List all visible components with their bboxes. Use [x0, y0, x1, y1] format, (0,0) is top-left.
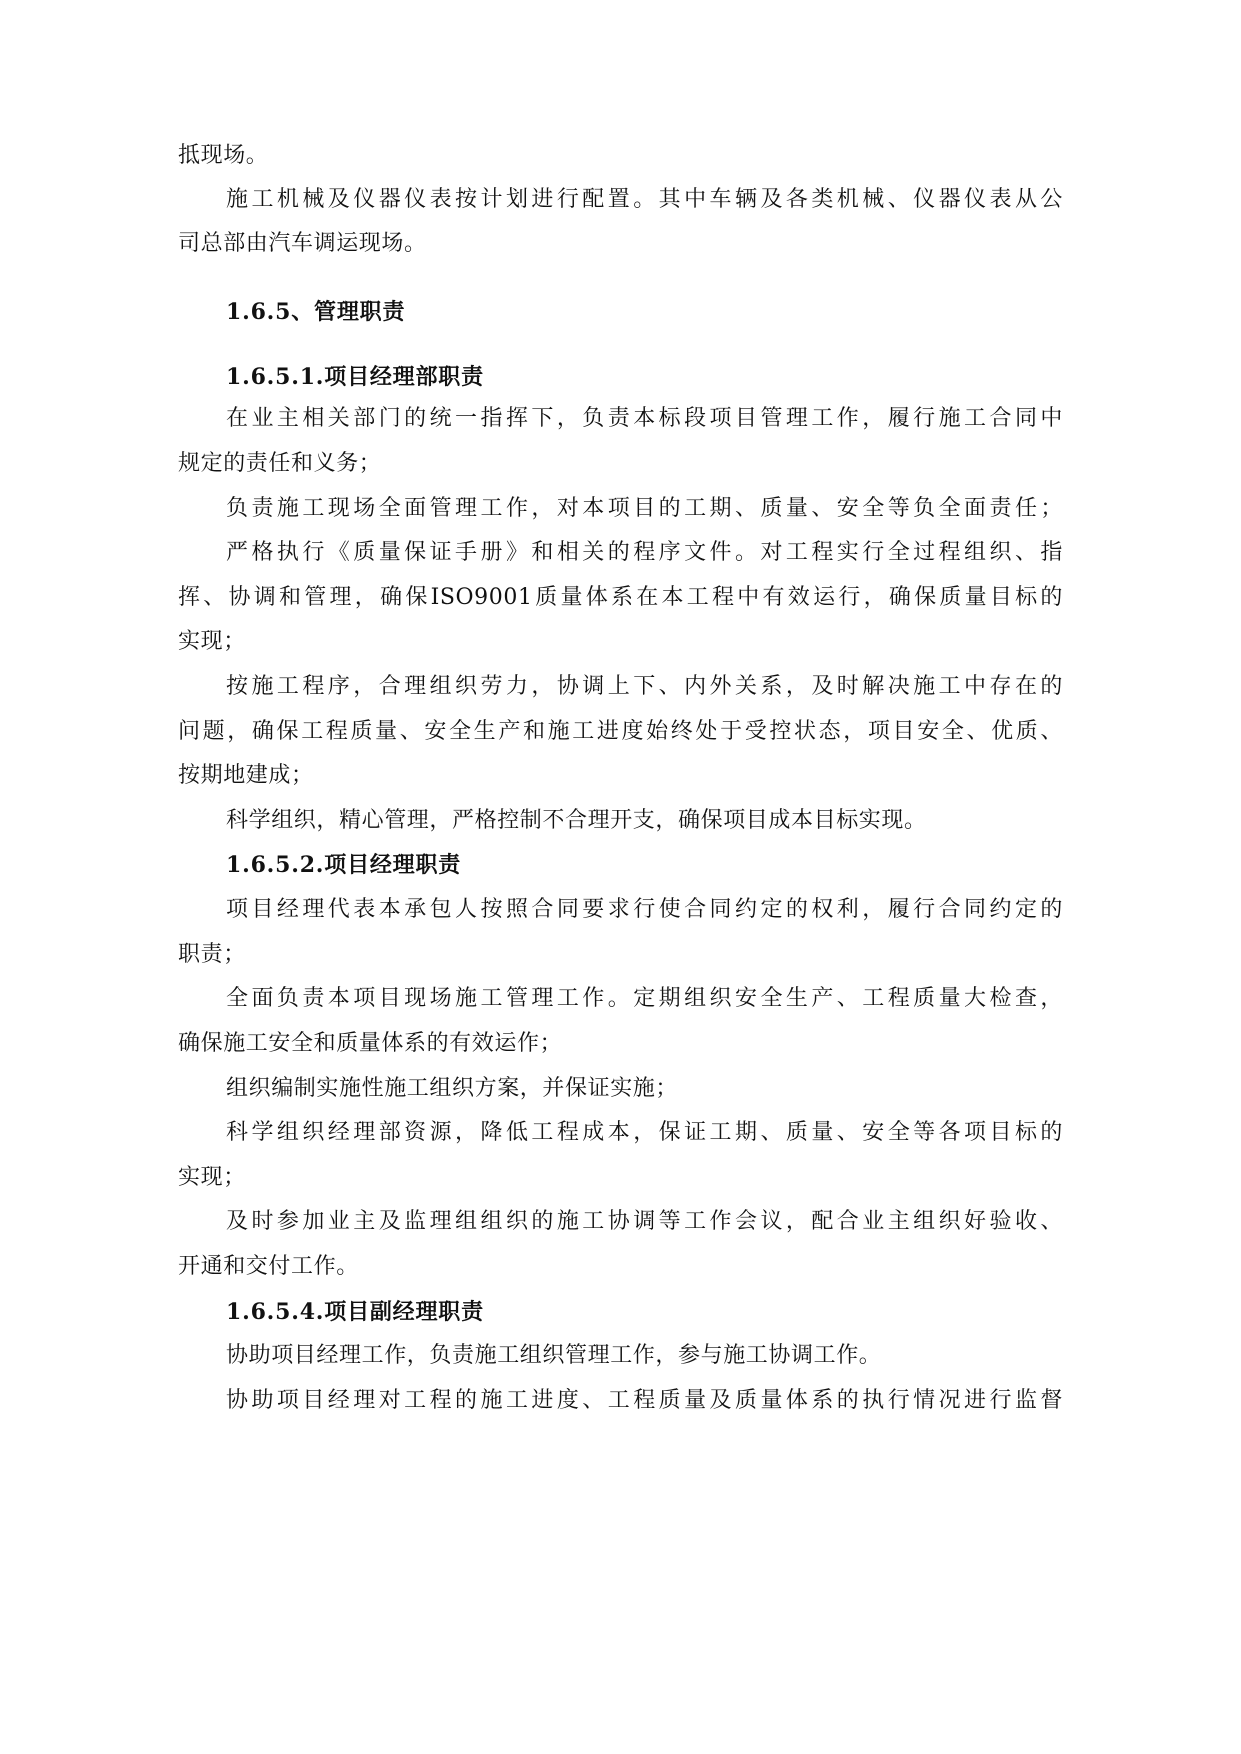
paragraph-line: 协助项目经理工作，负责施工组织管理工作，参与施工协调工作。	[226, 1343, 882, 1368]
paragraph-line: 规定的责任和义务；	[178, 451, 382, 476]
paragraph-line: 施工机械及仪器仪表按计划进行配置。其中车辆及各类机械、仪器仪表从公	[226, 187, 1063, 212]
paragraph-line: 全面负责本项目现场施工管理工作。定期组织安全生产、工程质量大检查，	[226, 986, 1063, 1011]
paragraph-line: 协助项目经理对工程的施工进度、工程质量及质量体系的执行情况进行监督	[226, 1388, 1063, 1413]
paragraph-line: 确保施工安全和质量体系的有效运作；	[178, 1031, 563, 1056]
paragraph-line: 职责；	[178, 942, 246, 967]
paragraph-line: 负责施工现场全面管理工作，对本项目的工期、质量、安全等负全面责任；	[226, 496, 1063, 521]
subsection-heading: 1.6.5.4.项目副经理职责	[226, 1299, 484, 1325]
paragraph-line: 司总部由汽车调运现场。	[178, 231, 427, 256]
paragraph-line: 在业主相关部门的统一指挥下，负责本标段项目管理工作，履行施工合同中	[226, 406, 1063, 431]
paragraph-line: 及时参加业主及监理组组织的施工协调等工作会议，配合业主组织好验收、	[226, 1209, 1063, 1234]
paragraph-line: 项目经理代表本承包人按照合同要求行使合同约定的权利，履行合同约定的	[226, 897, 1063, 922]
paragraph-line: 抵现场。	[178, 143, 269, 168]
paragraph-line: 严格执行《质量保证手册》和相关的程序文件。对工程实行全过程组织、指	[226, 540, 1063, 565]
paragraph-line: 按期地建成；	[178, 763, 314, 788]
subsection-heading: 1.6.5.2.项目经理职责	[226, 852, 462, 878]
section-heading: 1.6.5、管理职责	[226, 299, 406, 325]
paragraph-line: 开通和交付工作。	[178, 1254, 359, 1279]
paragraph-line: 实现；	[178, 629, 246, 654]
paragraph-line: 按施工程序，合理组织劳力，协调上下、内外关系，及时解决施工中存在的	[226, 674, 1063, 699]
subsection-heading: 1.6.5.1.项目经理部职责	[226, 364, 484, 390]
paragraph-line: 科学组织，精心管理，严格控制不合理开支，确保项目成本目标实现。	[226, 808, 927, 833]
paragraph-line: 挥、协调和管理，确保ISO9001质量体系在本工程中有效运行，确保质量目标的	[178, 585, 1063, 610]
paragraph-line: 组织编制实施性施工组织方案，并保证实施；	[226, 1076, 679, 1101]
paragraph-line: 实现；	[178, 1165, 246, 1190]
paragraph-line: 科学组织经理部资源，降低工程成本，保证工期、质量、安全等各项目标的	[226, 1120, 1063, 1145]
paragraph-line: 问题，确保工程质量、安全生产和施工进度始终处于受控状态，项目安全、优质、	[178, 719, 1063, 744]
